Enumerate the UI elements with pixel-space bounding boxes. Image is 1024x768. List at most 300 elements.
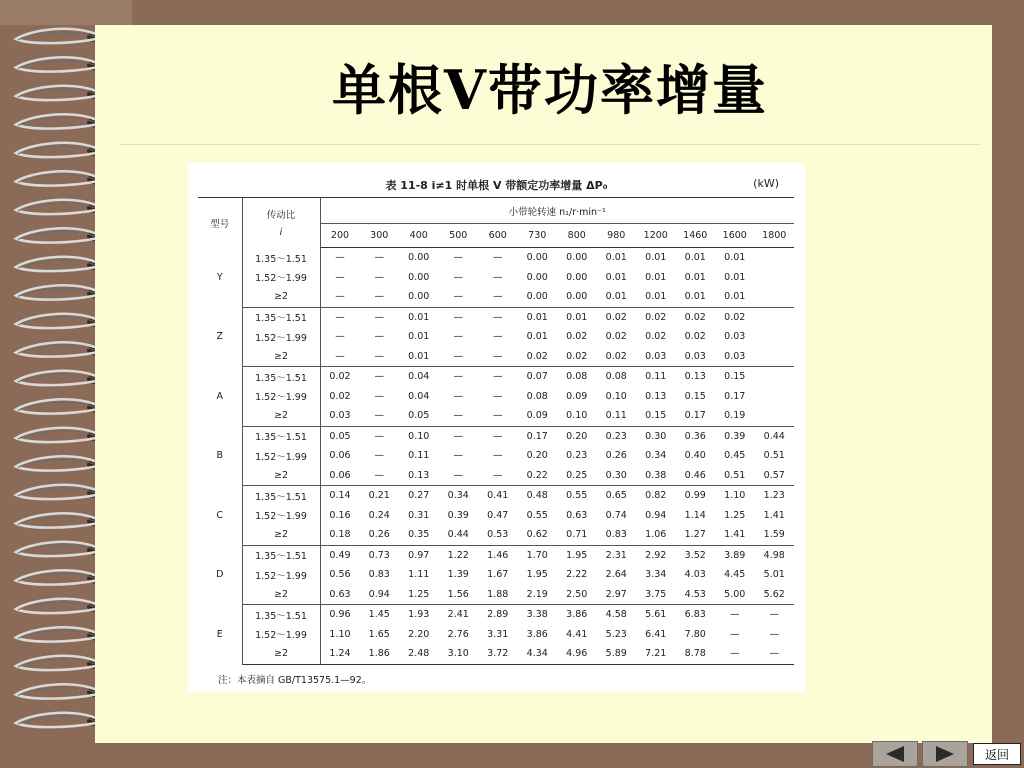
power-value-cell: 1.41 bbox=[763, 509, 785, 521]
table-row bbox=[198, 466, 794, 486]
power-value-cell: 0.10 bbox=[557, 406, 597, 426]
power-value-cell: 0.71 bbox=[557, 525, 597, 545]
power-value-cell: 0.02 bbox=[645, 331, 667, 343]
power-value-cell: 0.01 bbox=[605, 271, 627, 283]
power-value-cell: 0.02 bbox=[329, 390, 351, 402]
speed-header: 200 bbox=[320, 224, 360, 248]
power-value-cell: 0.24 bbox=[368, 509, 390, 521]
ratio-cell: 1.52～1.99 bbox=[242, 446, 320, 466]
power-value-cell: 0.62 bbox=[518, 525, 558, 545]
ratio-cell: 1.35～1.51 bbox=[242, 426, 320, 446]
power-value-cell: 3.75 bbox=[636, 585, 676, 605]
table-row bbox=[198, 486, 794, 506]
power-value-cell: 0.15 bbox=[684, 390, 706, 402]
power-value-cell bbox=[755, 248, 795, 268]
power-value-cell: 0.15 bbox=[636, 406, 676, 426]
power-value-cell: 0.01 bbox=[566, 311, 588, 323]
power-value-cell: — bbox=[360, 406, 400, 426]
table-row bbox=[198, 585, 794, 605]
power-value-cell: — bbox=[769, 609, 779, 621]
power-value-cell: 3.31 bbox=[487, 628, 509, 640]
table-row bbox=[198, 565, 794, 585]
ratio-cell: ≥2 bbox=[242, 466, 320, 486]
power-value-cell: 0.01 bbox=[605, 252, 627, 264]
binder-ring bbox=[16, 342, 105, 356]
ratio-cell: 1.52～1.99 bbox=[242, 565, 320, 585]
power-value-cell: — bbox=[493, 252, 503, 264]
power-value-cell: 0.23 bbox=[605, 430, 627, 442]
power-value-cell: — bbox=[439, 466, 479, 486]
power-value-cell: 0.51 bbox=[763, 450, 785, 462]
power-value-cell: — bbox=[374, 271, 384, 283]
power-value-cell: — bbox=[453, 331, 463, 343]
table-row bbox=[198, 426, 794, 446]
power-value-cell: 1.93 bbox=[408, 609, 430, 621]
power-value-cell: — bbox=[453, 311, 463, 323]
power-value-cell: 0.63 bbox=[320, 585, 360, 605]
power-value-cell: 2.20 bbox=[408, 628, 430, 640]
power-value-cell: 1.65 bbox=[368, 628, 390, 640]
power-value-cell: 0.03 bbox=[715, 347, 755, 367]
table-row bbox=[198, 268, 794, 288]
power-value-cell: 1.22 bbox=[447, 549, 469, 561]
power-value-cell: — bbox=[453, 271, 463, 283]
power-value-cell: 4.34 bbox=[518, 644, 558, 664]
power-value-cell: 0.17 bbox=[526, 430, 548, 442]
power-value-cell: 0.94 bbox=[360, 585, 400, 605]
power-value-cell: 0.01 bbox=[715, 287, 755, 307]
power-value-cell: 0.11 bbox=[645, 371, 667, 383]
belt-type-cell: A bbox=[198, 367, 242, 427]
binder-ring bbox=[16, 57, 105, 71]
power-value-cell: 0.38 bbox=[636, 466, 676, 486]
ratio-cell: ≥2 bbox=[242, 347, 320, 367]
power-value-cell: 0.16 bbox=[329, 509, 351, 521]
power-value-cell: — bbox=[769, 628, 779, 640]
power-value-cell: 1.86 bbox=[360, 644, 400, 664]
table-row bbox=[198, 287, 794, 307]
table-row bbox=[198, 406, 794, 426]
power-value-cell: 0.11 bbox=[597, 406, 637, 426]
header-ratio-label: 传动比 bbox=[266, 210, 296, 222]
power-value-cell: — bbox=[493, 331, 503, 343]
power-value-cell: 0.11 bbox=[408, 450, 430, 462]
triangle-right-icon bbox=[934, 745, 956, 763]
power-value-cell: — bbox=[360, 466, 400, 486]
power-value-cell: 0.01 bbox=[645, 271, 667, 283]
title-divider bbox=[120, 144, 980, 145]
speed-header: 800 bbox=[557, 224, 597, 248]
power-value-cell: 0.05 bbox=[329, 430, 351, 442]
table-row bbox=[198, 387, 794, 407]
power-value-cell: 0.53 bbox=[478, 525, 518, 545]
power-value-cell: 2.31 bbox=[605, 549, 627, 561]
table-row bbox=[198, 327, 794, 347]
header-type: 型号 bbox=[198, 198, 242, 248]
power-value-cell: 0.01 bbox=[408, 331, 430, 343]
power-value-cell: 0.00 bbox=[526, 252, 548, 264]
speed-header: 1800 bbox=[755, 224, 795, 248]
power-increment-table bbox=[198, 197, 794, 665]
power-value-cell: 0.34 bbox=[645, 450, 667, 462]
power-value-cell: 0.04 bbox=[408, 390, 430, 402]
ratio-cell: 1.35～1.51 bbox=[242, 605, 320, 625]
power-value-cell: — bbox=[453, 371, 463, 383]
power-value-cell: 4.03 bbox=[684, 569, 706, 581]
power-value-cell: 0.01 bbox=[526, 311, 548, 323]
power-value-cell: — bbox=[478, 466, 518, 486]
power-value-cell: 0.09 bbox=[566, 390, 588, 402]
power-value-cell: 3.10 bbox=[439, 644, 479, 664]
power-value-cell: — bbox=[453, 390, 463, 402]
power-value-cell: — bbox=[493, 271, 503, 283]
binder-ring bbox=[16, 656, 105, 670]
power-value-cell: 0.00 bbox=[408, 271, 430, 283]
ratio-cell: 1.35～1.51 bbox=[242, 486, 320, 506]
power-value-cell: 0.23 bbox=[566, 450, 588, 462]
speed-header: 1200 bbox=[636, 224, 676, 248]
power-value-cell: 0.97 bbox=[408, 549, 430, 561]
power-value-cell bbox=[755, 327, 795, 347]
power-value-cell: 4.45 bbox=[724, 569, 746, 581]
power-value-cell: 1.39 bbox=[447, 569, 469, 581]
power-value-cell: 0.02 bbox=[605, 331, 627, 343]
power-value-cell: 3.38 bbox=[526, 609, 548, 621]
power-value-cell: 0.01 bbox=[645, 252, 667, 264]
power-value-cell: — bbox=[360, 347, 400, 367]
binder-ring bbox=[16, 371, 105, 385]
speed-header: 1600 bbox=[715, 224, 755, 248]
power-value-cell: 0.73 bbox=[368, 549, 390, 561]
belt-type-cell: E bbox=[198, 605, 242, 665]
power-value-cell: — bbox=[439, 406, 479, 426]
power-value-cell: 0.01 bbox=[676, 287, 716, 307]
power-value-cell: 0.83 bbox=[368, 569, 390, 581]
power-value-cell: — bbox=[493, 371, 503, 383]
power-value-cell: 4.41 bbox=[566, 628, 588, 640]
power-value-cell: 0.10 bbox=[408, 430, 430, 442]
power-value-cell: 0.05 bbox=[399, 406, 439, 426]
power-value-cell: — bbox=[374, 331, 384, 343]
binder-ring bbox=[16, 485, 105, 499]
power-value-cell: 0.41 bbox=[487, 490, 509, 502]
ratio-cell: 1.35～1.51 bbox=[242, 248, 320, 268]
ratio-cell: ≥2 bbox=[242, 406, 320, 426]
power-value-cell: 0.02 bbox=[645, 311, 667, 323]
power-value-cell: 0.19 bbox=[715, 406, 755, 426]
header-speed: 小带轮转速 n₁/r·min⁻¹ bbox=[320, 198, 794, 224]
ratio-cell: 1.35～1.51 bbox=[242, 545, 320, 565]
power-value-cell: — bbox=[335, 271, 345, 283]
power-value-cell: 1.88 bbox=[478, 585, 518, 605]
power-value-cell: 0.20 bbox=[566, 430, 588, 442]
prev-slide-button[interactable] bbox=[872, 741, 918, 767]
slide-title: 单根V带功率增量 bbox=[332, 58, 768, 122]
power-value-cell: 0.65 bbox=[605, 490, 627, 502]
power-value-cell: 0.27 bbox=[408, 490, 430, 502]
power-value-cell: 4.96 bbox=[557, 644, 597, 664]
power-value-cell: 1.46 bbox=[487, 549, 509, 561]
power-value-cell: 1.23 bbox=[763, 490, 785, 502]
power-value-cell: 1.56 bbox=[439, 585, 479, 605]
power-value-cell: 0.00 bbox=[526, 271, 548, 283]
power-value-cell: 0.26 bbox=[605, 450, 627, 462]
power-value-cell: — bbox=[478, 406, 518, 426]
binder-ring bbox=[16, 314, 105, 328]
power-value-cell: 0.01 bbox=[724, 252, 746, 264]
power-value-cell: 1.10 bbox=[329, 628, 351, 640]
power-value-cell: 0.30 bbox=[645, 430, 667, 442]
power-value-cell: 0.44 bbox=[763, 430, 785, 442]
ratio-cell: 1.52～1.99 bbox=[242, 268, 320, 288]
power-value-cell: 0.01 bbox=[684, 271, 706, 283]
power-value-cell: 0.01 bbox=[684, 252, 706, 264]
binder-ring bbox=[16, 627, 105, 641]
power-value-cell: 0.56 bbox=[329, 569, 351, 581]
power-value-cell: 0.30 bbox=[597, 466, 637, 486]
power-value-cell bbox=[755, 287, 795, 307]
speed-header: 400 bbox=[399, 224, 439, 248]
table-unit: (kW) bbox=[753, 177, 779, 190]
back-button[interactable]: 返回 bbox=[973, 743, 1021, 765]
power-value-cell: 4.53 bbox=[676, 585, 716, 605]
power-value-cell: 0.00 bbox=[518, 287, 558, 307]
power-value-cell: — bbox=[374, 371, 384, 383]
power-value-cell: 0.82 bbox=[645, 490, 667, 502]
power-value-cell: 0.46 bbox=[676, 466, 716, 486]
power-value-cell: 0.00 bbox=[566, 271, 588, 283]
power-value-cell: 0.35 bbox=[399, 525, 439, 545]
binder-ring bbox=[16, 599, 105, 613]
speed-header: 600 bbox=[478, 224, 518, 248]
binder-ring bbox=[16, 399, 105, 413]
ratio-cell: ≥2 bbox=[242, 287, 320, 307]
power-value-cell: 5.23 bbox=[605, 628, 627, 640]
power-value-cell: 0.22 bbox=[518, 466, 558, 486]
power-value-cell: — bbox=[478, 347, 518, 367]
power-value-cell: 2.41 bbox=[447, 609, 469, 621]
power-value-cell: 0.49 bbox=[329, 549, 351, 561]
power-value-cell: 0.26 bbox=[360, 525, 400, 545]
power-value-cell: 0.31 bbox=[408, 509, 430, 521]
power-value-cell: 5.62 bbox=[755, 585, 795, 605]
binder-ring bbox=[16, 114, 105, 128]
power-value-cell: 0.39 bbox=[724, 430, 746, 442]
binder-ring bbox=[16, 684, 105, 698]
power-value-cell: 0.01 bbox=[526, 331, 548, 343]
triangle-left-icon bbox=[884, 745, 906, 763]
power-value-cell: 3.86 bbox=[526, 628, 548, 640]
power-value-cell: 0.08 bbox=[526, 390, 548, 402]
power-value-cell: 0.01 bbox=[636, 287, 676, 307]
binder-ring bbox=[16, 542, 105, 556]
binder-ring bbox=[16, 456, 105, 470]
power-value-cell: 0.06 bbox=[320, 466, 360, 486]
power-value-cell: 2.92 bbox=[645, 549, 667, 561]
ratio-cell: 1.52～1.99 bbox=[242, 625, 320, 645]
power-value-cell: 1.25 bbox=[724, 509, 746, 521]
table-row bbox=[198, 446, 794, 466]
power-value-cell: 1.25 bbox=[399, 585, 439, 605]
power-value-cell: 2.97 bbox=[597, 585, 637, 605]
power-value-cell: 0.48 bbox=[526, 490, 548, 502]
power-value-cell: 0.17 bbox=[676, 406, 716, 426]
binder-ring bbox=[16, 285, 105, 299]
binder-ring bbox=[16, 86, 105, 100]
power-value-cell: — bbox=[755, 644, 795, 664]
table-row bbox=[198, 506, 794, 526]
power-value-cell: — bbox=[335, 252, 345, 264]
power-value-cell: 0.01 bbox=[408, 311, 430, 323]
power-value-cell bbox=[755, 406, 795, 426]
binder-ring bbox=[16, 29, 105, 43]
binder-ring bbox=[16, 713, 105, 727]
belt-type-cell: B bbox=[198, 426, 242, 486]
table-row bbox=[198, 625, 794, 645]
power-value-cell: 0.55 bbox=[566, 490, 588, 502]
power-value-cell: 1.06 bbox=[636, 525, 676, 545]
table-row bbox=[198, 367, 794, 387]
power-value-cell: 0.00 bbox=[408, 252, 430, 264]
power-value-cell: 0.01 bbox=[597, 287, 637, 307]
speed-header: 500 bbox=[439, 224, 479, 248]
power-value-cell: 1.24 bbox=[320, 644, 360, 664]
power-value-cell: 3.89 bbox=[724, 549, 746, 561]
speed-header: 980 bbox=[597, 224, 637, 248]
power-value-cell: 0.13 bbox=[645, 390, 667, 402]
power-value-cell: 0.02 bbox=[605, 311, 627, 323]
power-value-cell bbox=[755, 387, 795, 407]
binder-ring bbox=[16, 228, 105, 242]
power-value-cell: 0.03 bbox=[320, 406, 360, 426]
power-value-cell: 1.95 bbox=[566, 549, 588, 561]
power-value-cell: 0.08 bbox=[566, 371, 588, 383]
power-value-cell: 3.52 bbox=[684, 549, 706, 561]
power-value-cell: 4.98 bbox=[763, 549, 785, 561]
next-slide-button[interactable] bbox=[922, 741, 968, 767]
power-value-cell bbox=[755, 307, 795, 327]
binder-ring bbox=[16, 570, 105, 584]
binder-ring bbox=[16, 200, 105, 214]
power-value-cell: 0.18 bbox=[320, 525, 360, 545]
binder-ring bbox=[16, 513, 105, 527]
power-value-cell: 3.86 bbox=[566, 609, 588, 621]
power-value-cell: — bbox=[335, 331, 345, 343]
power-value-cell: 2.76 bbox=[447, 628, 469, 640]
power-value-cell: 0.09 bbox=[518, 406, 558, 426]
power-value-cell: — bbox=[478, 287, 518, 307]
power-value-cell: 3.72 bbox=[478, 644, 518, 664]
power-value-cell bbox=[755, 268, 795, 288]
power-value-cell: 2.64 bbox=[605, 569, 627, 581]
power-value-cell: 0.25 bbox=[557, 466, 597, 486]
table-row bbox=[198, 248, 794, 268]
power-value-cell: 5.00 bbox=[715, 585, 755, 605]
power-value-cell: — bbox=[374, 450, 384, 462]
power-value-cell: 0.34 bbox=[447, 490, 469, 502]
power-value-cell: — bbox=[335, 311, 345, 323]
power-value-cell: 5.01 bbox=[763, 569, 785, 581]
power-value-cell: 0.57 bbox=[755, 466, 795, 486]
power-value-cell: 0.02 bbox=[684, 331, 706, 343]
power-value-cell: 0.20 bbox=[526, 450, 548, 462]
power-value-cell: 6.83 bbox=[684, 609, 706, 621]
binder-ring bbox=[16, 143, 105, 157]
power-value-cell: — bbox=[493, 311, 503, 323]
power-value-cell: 0.03 bbox=[724, 331, 746, 343]
power-value-cell: 1.27 bbox=[676, 525, 716, 545]
power-value-cell: 7.80 bbox=[684, 628, 706, 640]
power-value-cell: 0.02 bbox=[724, 311, 746, 323]
power-value-cell: 0.10 bbox=[605, 390, 627, 402]
ratio-cell: 1.35～1.51 bbox=[242, 307, 320, 327]
power-value-cell: 0.01 bbox=[399, 347, 439, 367]
power-value-cell: 0.08 bbox=[605, 371, 627, 383]
power-value-cell: 1.41 bbox=[715, 525, 755, 545]
power-value-cell: 2.89 bbox=[487, 609, 509, 621]
power-value-cell: 1.10 bbox=[724, 490, 746, 502]
table-row bbox=[198, 605, 794, 625]
speed-header: 730 bbox=[518, 224, 558, 248]
ratio-cell: 1.52～1.99 bbox=[242, 506, 320, 526]
table-caption: 表 11-8 i≠1 时单根 V 带额定功率增量 ΔP₀ bbox=[385, 179, 608, 192]
power-value-cell: — bbox=[453, 450, 463, 462]
power-value-cell: 1.59 bbox=[755, 525, 795, 545]
ratio-cell: ≥2 bbox=[242, 644, 320, 664]
power-value-cell: — bbox=[320, 347, 360, 367]
power-value-cell: — bbox=[493, 450, 503, 462]
power-value-cell: 0.02 bbox=[518, 347, 558, 367]
power-value-cell: — bbox=[439, 287, 479, 307]
binder-ring bbox=[16, 257, 105, 271]
table-row bbox=[198, 545, 794, 565]
power-value-cell: 0.02 bbox=[557, 347, 597, 367]
power-value-cell: 5.89 bbox=[597, 644, 637, 664]
table-row bbox=[198, 525, 794, 545]
power-value-cell: — bbox=[453, 252, 463, 264]
power-value-cell: — bbox=[730, 628, 740, 640]
table-row bbox=[198, 347, 794, 367]
table-row bbox=[198, 307, 794, 327]
ratio-cell: 1.52～1.99 bbox=[242, 387, 320, 407]
power-value-cell: 0.01 bbox=[724, 271, 746, 283]
power-value-cell: 0.15 bbox=[724, 371, 746, 383]
power-value-cell: 0.06 bbox=[329, 450, 351, 462]
power-value-cell: 0.99 bbox=[684, 490, 706, 502]
power-value-cell: — bbox=[374, 430, 384, 442]
power-value-cell: 2.19 bbox=[518, 585, 558, 605]
power-value-cell: — bbox=[730, 609, 740, 621]
power-value-cell: 7.21 bbox=[636, 644, 676, 664]
power-value-cell: 0.36 bbox=[684, 430, 706, 442]
power-value-cell: 0.55 bbox=[526, 509, 548, 521]
power-value-cell: 0.51 bbox=[715, 466, 755, 486]
belt-type-cell: Z bbox=[198, 307, 242, 367]
belt-type-cell: C bbox=[198, 486, 242, 546]
header-ratio bbox=[242, 198, 320, 248]
power-value-cell: 0.03 bbox=[676, 347, 716, 367]
power-value-cell: 1.95 bbox=[526, 569, 548, 581]
ratio-cell: ≥2 bbox=[242, 525, 320, 545]
power-value-cell: 3.34 bbox=[645, 569, 667, 581]
power-value-cell: — bbox=[439, 347, 479, 367]
power-value-cell bbox=[755, 367, 795, 387]
power-value-cell: — bbox=[453, 430, 463, 442]
power-value-cell: — bbox=[493, 390, 503, 402]
power-value-cell: 0.74 bbox=[605, 509, 627, 521]
power-value-cell: 1.14 bbox=[684, 509, 706, 521]
power-value-cell: 0.02 bbox=[684, 311, 706, 323]
